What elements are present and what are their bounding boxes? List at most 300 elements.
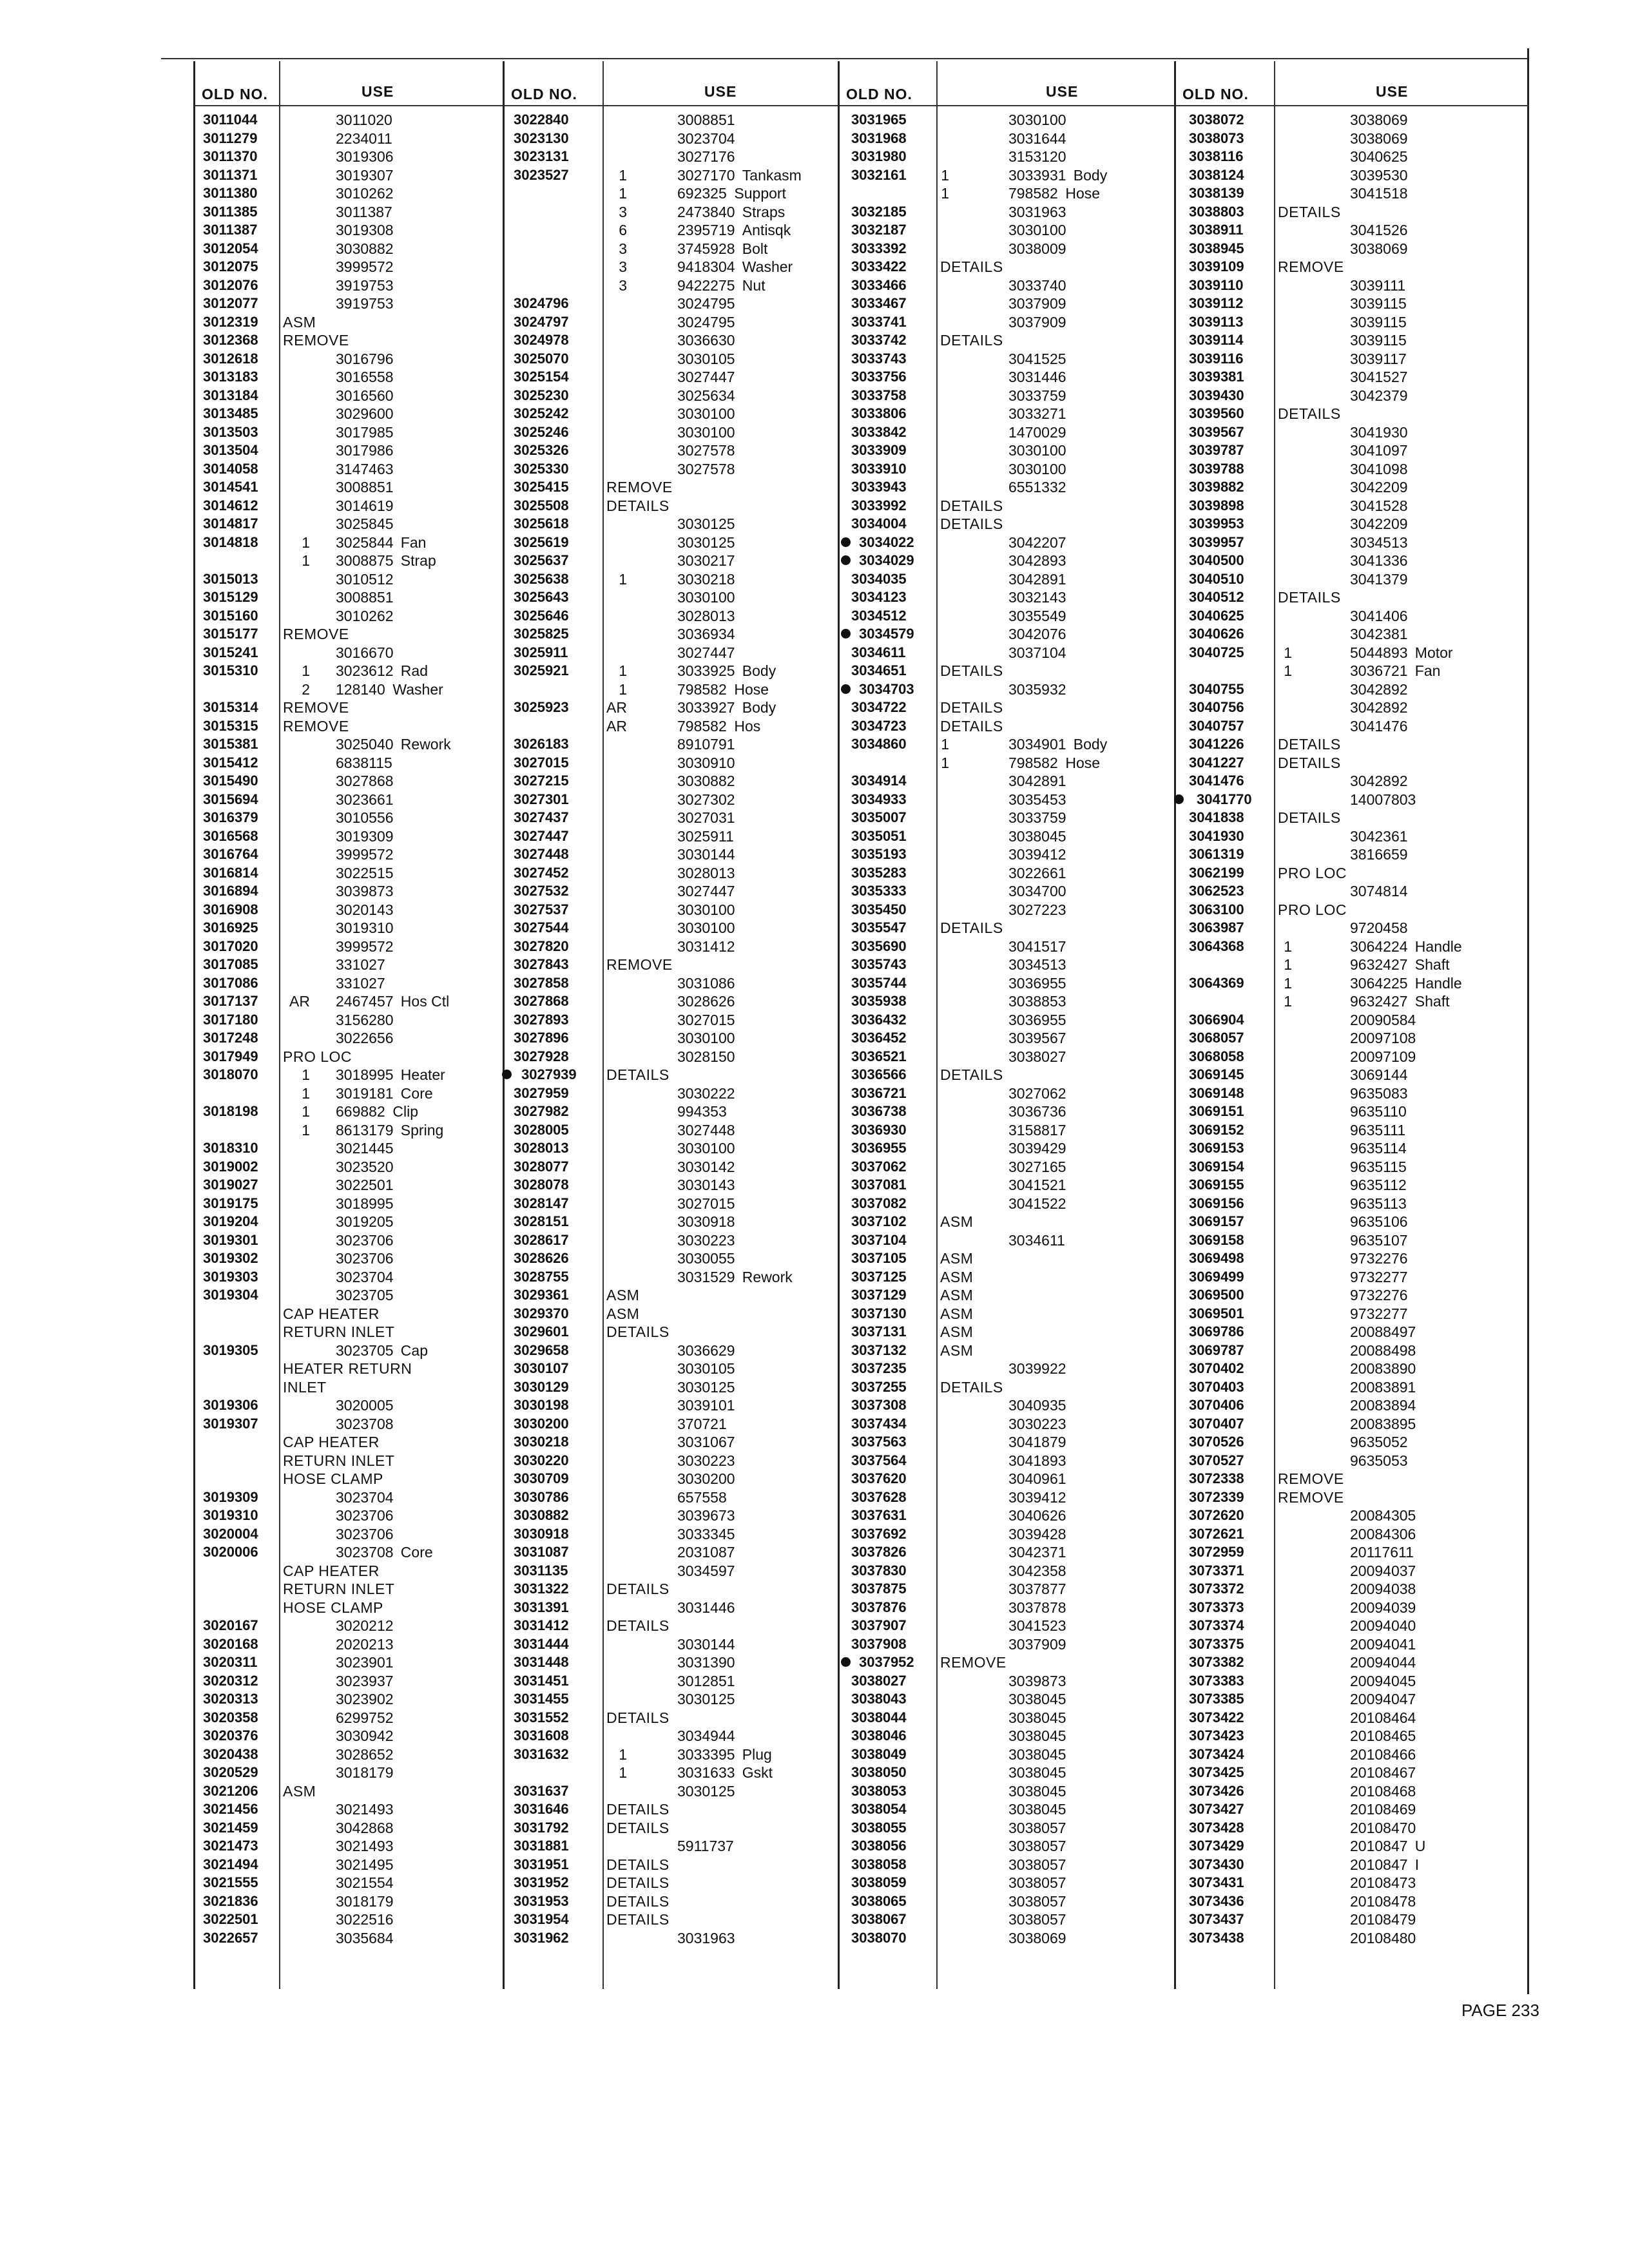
table-row [195,662,505,681]
use-part-number: 3019205 [336,1213,394,1230]
old-part-number: 3018070 [203,1066,258,1082]
old-part-number: 3019304 [203,1287,258,1303]
status-text: DETAILS [606,1856,670,1873]
old-part-number: 3019302 [203,1250,258,1266]
part-description: Plug [742,1745,772,1763]
old-part-number: 3013183 [203,369,258,385]
use-part-number: 3037877 [1008,1581,1066,1597]
old-part-number: 3073437 [1189,1911,1244,1927]
use-part-number: 3042381 [1350,626,1408,642]
old-part-number: 3032161 [851,166,907,183]
table-row [840,1893,1176,1912]
use-part-number: 9732277 [1350,1268,1408,1285]
use-part-number: 20108478 [1350,1892,1416,1910]
table-column-4 [1174,61,1529,1989]
part-description: Hos [734,717,761,735]
use-part-number: 9635111 [1350,1121,1406,1139]
status-text: RETURN INLET [283,1581,395,1597]
use-part-number: 3034901 [1008,736,1066,753]
old-part-number: 3039560 [1189,405,1244,421]
table-row [1176,240,1529,259]
quantity: 1 [619,166,627,184]
table-row [505,1599,840,1618]
use-part-number: 20117611 [1350,1544,1414,1561]
table-row [505,479,840,497]
use-part-number: 669882 [336,1103,385,1120]
use-part-number: 3034700 [1008,883,1066,899]
table-row [505,681,840,700]
table-row [1176,1654,1529,1673]
use-part-number: 3033345 [677,1525,735,1542]
use-part-number: 3041098 [1350,460,1408,477]
part-description: Hose [1065,185,1101,202]
use-part-number: 3039115 [1350,295,1407,312]
old-part-number: 3037132 [851,1341,907,1358]
use-part-number: 3041930 [1350,423,1408,441]
old-part-number: 3072621 [1189,1525,1244,1542]
use-part-number: 3027223 [1008,901,1066,918]
status-text: DETAILS [606,1617,670,1634]
table-row [505,130,840,149]
table-row [840,1287,1176,1305]
use-part-number: 128140 [336,680,385,698]
table-row [505,1856,840,1875]
quantity: 1 [619,680,627,698]
table-row [1176,497,1529,516]
use-part-number: 3041521 [1008,1177,1066,1193]
old-part-number: 3028078 [514,1177,569,1193]
old-part-number: 3033741 [851,313,907,330]
table-row [840,1930,1176,1948]
old-part-number: 3072339 [1189,1488,1244,1505]
quantity: 1 [1284,993,1292,1010]
use-part-number: 3024795 [677,295,735,312]
table-row [195,1691,505,1709]
table-row [505,1709,840,1728]
old-part-number: 3031952 [514,1874,569,1890]
table-row [505,901,840,920]
use-part-number: 3023902 [336,1691,394,1707]
table-row [1176,956,1529,975]
old-part-number: 3039109 [1189,258,1244,274]
old-part-number: 3021459 [203,1819,258,1836]
quantity: 1 [302,1103,310,1120]
table-row [1176,1746,1529,1765]
old-part-number: 3073423 [1189,1727,1244,1744]
old-part-number: 3037434 [851,1415,907,1432]
status-text: ASM [283,1782,316,1800]
use-part-number: 3042209 [1350,479,1408,495]
use-part-number: 3038045 [1008,1709,1066,1726]
table-row [1176,1673,1529,1691]
old-part-number: 3038053 [851,1782,907,1799]
table-row [840,1783,1176,1802]
use-part-number: 3030200 [677,1470,735,1487]
table-row [195,1379,505,1398]
old-part-number: 3021473 [203,1838,258,1854]
quantity: 1 [1284,662,1292,679]
table-row [195,1269,505,1287]
table-row [1176,1360,1529,1379]
status-text: DETAILS [1278,809,1341,826]
table-row [1176,314,1529,332]
old-part-number: 3038116 [1189,148,1244,164]
old-part-number: 3033392 [851,240,907,256]
use-part-number: 3039922 [1008,1360,1066,1377]
old-part-number: 3073374 [1189,1617,1244,1633]
old-part-number: 3037907 [851,1617,907,1633]
old-part-number: 3020438 [203,1745,258,1762]
old-part-number: 3011387 [203,222,258,238]
use-part-number: 3016558 [336,369,394,385]
old-part-number: 3025911 [514,644,568,660]
use-part-number: 3019181 [336,1084,394,1102]
old-part-number: 3070527 [1189,1452,1244,1468]
old-part-number: 3073425 [1189,1764,1244,1780]
table-row [505,1379,840,1398]
use-part-number: 6299752 [336,1709,394,1726]
table-row [505,1764,840,1783]
use-part-number: 798582 [677,717,727,735]
use-part-number: 3041527 [1350,369,1408,385]
quantity: 1 [619,185,627,202]
old-part-number: 3025242 [514,405,569,421]
table-column-3 [838,61,1176,1989]
use-part-number: 3008851 [336,479,394,495]
old-part-number: 3030107 [514,1360,569,1376]
table-row [1176,534,1529,553]
status-text: ASM [940,1323,974,1340]
old-part-number: 3033742 [851,332,907,348]
header-rule [840,105,1176,106]
table-row [840,828,1176,847]
use-part-number: 3745928 [677,240,735,257]
old-part-number: 3025330 [514,460,569,477]
table-row [1176,405,1529,424]
table-row [195,1930,505,1948]
table-row [840,424,1176,443]
old-part-number: 3035333 [851,883,907,899]
header-rule [505,105,840,106]
old-part-number: 3013504 [203,442,258,458]
table-row [505,1012,840,1030]
table-row [840,534,1176,553]
use-part-number: 657558 [677,1488,727,1506]
use-part-number: 3041517 [1008,937,1066,955]
table-row [840,662,1176,681]
table-row [840,130,1176,149]
table-row [195,1012,505,1030]
use-part-number: 20084305 [1350,1507,1416,1524]
old-part-number: 3015241 [203,644,258,660]
use-part-number: 20090584 [1350,1011,1416,1028]
old-part-number: 3036955 [851,1140,907,1156]
use-part-number: 3008875 [336,552,394,569]
use-part-number: 3028013 [677,607,735,624]
table-row [195,387,505,406]
table-row [840,1820,1176,1838]
old-part-number: 3070402 [1189,1360,1244,1376]
table-row [1176,608,1529,626]
table-row [195,424,505,443]
old-part-number: 3073431 [1189,1874,1244,1890]
old-part-number: 3015694 [203,791,258,807]
use-part-number: 3008851 [677,111,735,128]
table-row [840,1911,1176,1930]
old-part-number: 3072620 [1189,1507,1244,1523]
table-row [195,938,505,957]
old-part-number: 3027437 [514,809,569,825]
bullet-icon [1174,794,1184,804]
table-row [1176,204,1529,222]
part-description: Straps [742,203,786,220]
use-part-number: 3031412 [677,937,735,955]
part-description: Shaft [1414,993,1450,1010]
old-part-number: 3031637 [514,1782,569,1799]
status-text: ASM [283,313,316,331]
use-part-number: 3032143 [1008,589,1066,606]
table-row [195,111,505,130]
old-part-number: 3031552 [514,1709,569,1725]
use-part-number: 994353 [677,1103,727,1120]
table-row [840,1709,1176,1728]
old-part-number: 3028626 [514,1250,569,1266]
table-row [1176,626,1529,644]
use-part-number: 3042371 [1008,1544,1066,1561]
use-part-number: 3030144 [677,846,735,863]
table-row [1176,1232,1529,1251]
use-part-number: 3064225 [1350,974,1408,992]
old-part-number: 3016379 [203,809,258,825]
old-part-number: 3025070 [514,350,569,367]
old-part-number: 3023131 [514,148,569,164]
old-part-number: 3031322 [514,1581,569,1597]
use-part-number: 331027 [336,956,385,973]
old-part-number: 3031135 [514,1562,568,1579]
table-row [840,167,1176,186]
use-part-number: 3041518 [1350,185,1408,202]
old-part-number: 3025618 [514,515,569,532]
table-row [195,405,505,424]
use-part-number: 3036630 [677,332,735,349]
old-part-number: 3069787 [1189,1341,1244,1358]
use-part-number: 20108473 [1350,1874,1416,1891]
old-part-number: 3029361 [514,1287,569,1303]
table-row [840,608,1176,626]
old-part-number: 3033909 [851,442,907,458]
table-row [195,332,505,351]
use-part-number: 3023704 [336,1268,394,1285]
use-part-number: 3030100 [677,589,735,606]
table-row [1176,1323,1529,1342]
old-part-number: 3038043 [851,1691,907,1707]
table-row [195,1158,505,1177]
table-row [1176,938,1529,957]
use-part-number: 3010556 [336,809,394,826]
table-row [505,1066,840,1085]
old-part-number: 3014612 [203,497,258,514]
old-part-number: 3037876 [851,1599,907,1615]
use-part-number: 3030143 [677,1177,735,1193]
status-text: DETAILS [940,258,1003,275]
use-part-number: 3042893 [1008,552,1066,569]
use-header: USE [1046,83,1079,100]
old-part-number: 3038027 [851,1672,907,1689]
old-part-number: 3039787 [1189,442,1244,458]
table-row [505,828,840,847]
table-row [505,1673,840,1691]
old-part-number: 3040512 [1189,589,1244,605]
table-row [1176,1874,1529,1893]
table-row [840,681,1176,700]
old-part-number: 3027868 [514,993,569,1009]
table-row [840,1122,1176,1140]
table-row [1176,442,1529,461]
table-row [505,791,840,810]
part-description: Rad [400,662,428,679]
header-rule [195,105,505,106]
use-part-number: 3041525 [1008,350,1066,367]
use-part-number: 370721 [677,1415,727,1432]
status-text: INLET [283,1378,327,1396]
use-part-number: 3027578 [677,460,735,477]
table-row [505,919,840,938]
old-part-number: 3031951 [514,1856,569,1872]
use-part-number: 3042209 [1350,515,1408,532]
use-part-number: 3919753 [336,276,394,294]
old-part-number: 3069152 [1189,1121,1244,1138]
old-part-number: 3017248 [203,1030,258,1046]
old-part-number: 3031968 [851,130,907,146]
old-part-number: 3013485 [203,405,258,421]
use-part-number: 2234011 [336,130,392,147]
old-part-number: 3038058 [851,1856,907,1872]
old-part-number: 3033758 [851,387,907,403]
table-row [505,1727,840,1746]
table-row [195,1066,505,1085]
old-part-number: 3033910 [851,460,907,477]
old-part-number: 3035193 [851,846,907,862]
use-part-number: 20094038 [1350,1581,1416,1597]
old-part-number: 3015129 [203,589,258,605]
old-part-number: 3031881 [514,1838,569,1854]
table-row [840,901,1176,920]
use-part-number: 3038853 [1008,993,1066,1010]
use-part-number: 3027868 [336,773,394,789]
use-part-number: 8910791 [677,736,735,753]
table-row [840,387,1176,406]
table-row [195,828,505,847]
table-row [840,1727,1176,1746]
use-part-number: 3023705 [336,1287,394,1303]
use-part-number: 3031446 [1008,369,1066,385]
old-part-number: 3014817 [203,515,258,532]
part-description: Tankasm [742,166,802,184]
use-part-number: 3034513 [1008,956,1066,973]
status-text: HOSE CLAMP [283,1599,383,1616]
table-row [505,1452,840,1471]
use-part-number: 3039117 [1350,350,1407,367]
old-part-number: 3041838 [1189,809,1244,825]
old-part-number: 3040625 [1189,607,1244,624]
table-row [840,240,1176,259]
use-part-number: 3016670 [336,644,394,661]
use-part-number: 3042868 [336,1819,394,1836]
old-part-number: 3028147 [514,1195,569,1211]
use-part-number: 3010262 [336,185,394,202]
table-row [505,442,840,461]
use-part-number: 3038069 [1350,240,1408,257]
use-part-number: 3038009 [1008,240,1066,257]
table-row [195,1122,505,1140]
table-row [195,919,505,938]
status-text: DETAILS [940,332,1003,349]
table-row [840,185,1176,204]
old-part-number: 3040725 [1189,644,1244,660]
old-part-number: 3034933 [851,791,907,807]
use-part-number: 3017985 [336,423,394,441]
table-row [195,1783,505,1802]
use-part-number: 3158817 [1008,1121,1066,1139]
old-part-number: 3036432 [851,1011,907,1028]
use-part-number: 3016560 [336,387,394,404]
table-row [195,1030,505,1048]
old-part-number: 3025154 [514,369,569,385]
use-part-number: 3030223 [677,1452,735,1469]
table-row [195,699,505,718]
table-row [840,846,1176,865]
old-part-number: 3015310 [203,662,258,678]
table-row [505,167,840,186]
old-part-number: 3017180 [203,1011,258,1028]
use-part-number: 20094039 [1350,1599,1416,1616]
use-part-number: 3034944 [677,1727,735,1744]
table-row [1176,1507,1529,1526]
use-part-number: 3030910 [677,754,735,771]
table-row [195,1764,505,1783]
use-part-number: 3030882 [336,240,394,257]
use-part-number: 3033759 [1008,387,1066,404]
table-row [505,1232,840,1251]
old-part-number: 3031953 [514,1892,569,1909]
quantity: 1 [1284,937,1292,955]
use-part-number: 3024795 [677,313,735,331]
old-part-number: 3032185 [851,203,907,220]
use-part-number: 3042379 [1350,387,1408,404]
old-part-number: 3017949 [203,1048,258,1064]
part-description: Body [1073,736,1108,753]
use-part-number: 2031087 [677,1544,735,1561]
table-row [840,809,1176,828]
use-part-number: 14007803 [1350,791,1416,808]
table-row [840,1140,1176,1158]
old-part-number: 3061319 [1189,846,1244,862]
status-text: DETAILS [606,497,670,514]
use-part-number: 3041406 [1350,607,1408,624]
use-part-number: 3037104 [1008,644,1066,661]
status-text: ASM [940,1268,974,1285]
use-part-number: 20094041 [1350,1635,1416,1653]
old-part-number: 3041227 [1189,754,1244,771]
old-part-number: 3040500 [1189,552,1244,568]
use-part-number: 3041097 [1350,442,1408,459]
status-text: DETAILS [606,1911,670,1928]
table-row [840,1874,1176,1893]
table-row [195,497,505,516]
table-row [1176,1177,1529,1195]
table-row [505,1195,840,1214]
old-part-number: 3038046 [851,1727,907,1744]
